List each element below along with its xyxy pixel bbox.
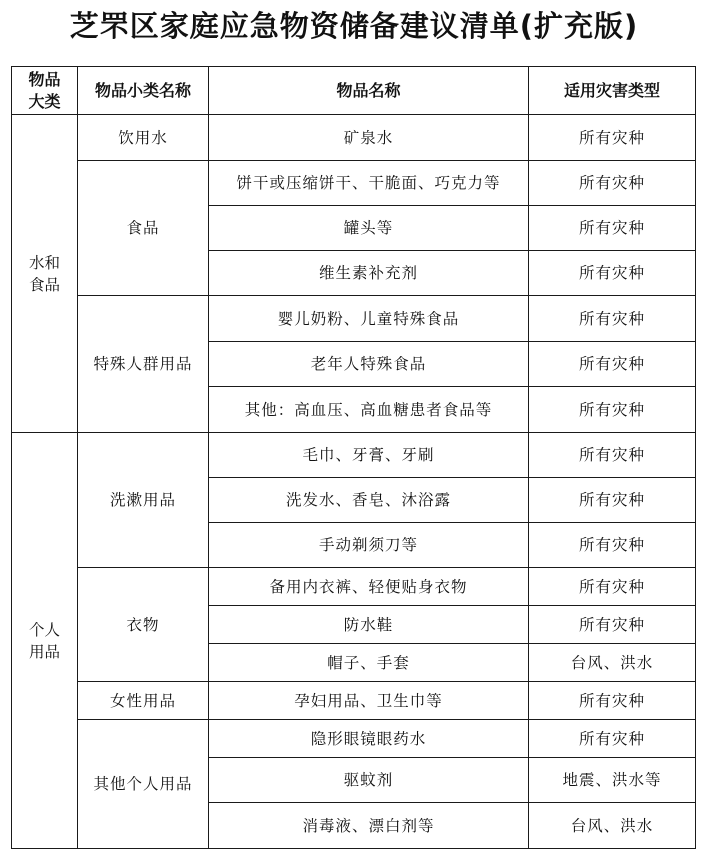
table-row [12,568,696,606]
disaster-cell: 所有灾种 [529,523,696,568]
table-row [12,296,696,342]
item-cell: 孕妇用品、卫生巾等 [209,682,529,720]
subcategory-cell: 饮用水 [78,115,209,161]
disaster-cell: 所有灾种 [529,720,696,758]
item-cell: 隐形眼镜眼药水 [209,720,529,758]
header-disaster: 适用灾害类型 [529,67,696,115]
disaster-cell: 所有灾种 [529,478,696,523]
category-cell: 个人用品 [12,433,78,849]
subcategory-cell: 衣物 [78,568,209,682]
item-cell: 饼干或压缩饼干、干脆面、巧克力等 [209,161,529,206]
item-cell: 其他：高血压、高血糖患者食品等 [209,387,529,433]
item-cell: 维生素补充剂 [209,251,529,296]
item-cell: 矿泉水 [209,115,529,161]
table-row [12,720,696,758]
disaster-cell: 所有灾种 [529,161,696,206]
subcategory-cell: 其他个人用品 [78,720,209,849]
table-row [12,161,696,206]
subcategory-cell: 食品 [78,161,209,296]
disaster-cell: 所有灾种 [529,606,696,644]
header-subcategory: 物品小类名称 [78,67,209,115]
header-category: 物品大类 [12,67,78,115]
item-cell: 婴儿奶粉、儿童特殊食品 [209,296,529,342]
subcategory-cell: 洗漱用品 [78,433,209,568]
disaster-cell: 所有灾种 [529,342,696,387]
item-cell: 防水鞋 [209,606,529,644]
disaster-cell: 地震、洪水等 [529,758,696,803]
disaster-cell: 所有灾种 [529,251,696,296]
item-cell: 洗发水、香皂、沐浴露 [209,478,529,523]
supply-table [11,66,696,849]
disaster-cell: 所有灾种 [529,682,696,720]
disaster-cell: 所有灾种 [529,206,696,251]
category-cell: 水和食品 [12,115,78,433]
header-row [12,67,696,115]
table-row [12,115,696,161]
header-item: 物品名称 [209,67,529,115]
subcategory-cell: 女性用品 [78,682,209,720]
disaster-cell: 台风、洪水 [529,803,696,849]
item-cell: 老年人特殊食品 [209,342,529,387]
disaster-cell: 台风、洪水 [529,644,696,682]
item-cell: 驱蚊剂 [209,758,529,803]
table-row [12,433,696,478]
item-cell: 帽子、手套 [209,644,529,682]
disaster-cell: 所有灾种 [529,115,696,161]
item-cell: 手动剃须刀等 [209,523,529,568]
subcategory-cell: 特殊人群用品 [78,296,209,433]
page-title: 芝罘区家庭应急物资储备建议清单(扩充版) [69,9,639,43]
item-cell: 消毒液、漂白剂等 [209,803,529,849]
disaster-cell: 所有灾种 [529,387,696,433]
item-cell: 毛巾、牙膏、牙刷 [209,433,529,478]
table-row [12,682,696,720]
disaster-cell: 所有灾种 [529,568,696,606]
item-cell: 罐头等 [209,206,529,251]
disaster-cell: 所有灾种 [529,433,696,478]
item-cell: 备用内衣裤、轻便贴身衣物 [209,568,529,606]
disaster-cell: 所有灾种 [529,296,696,342]
